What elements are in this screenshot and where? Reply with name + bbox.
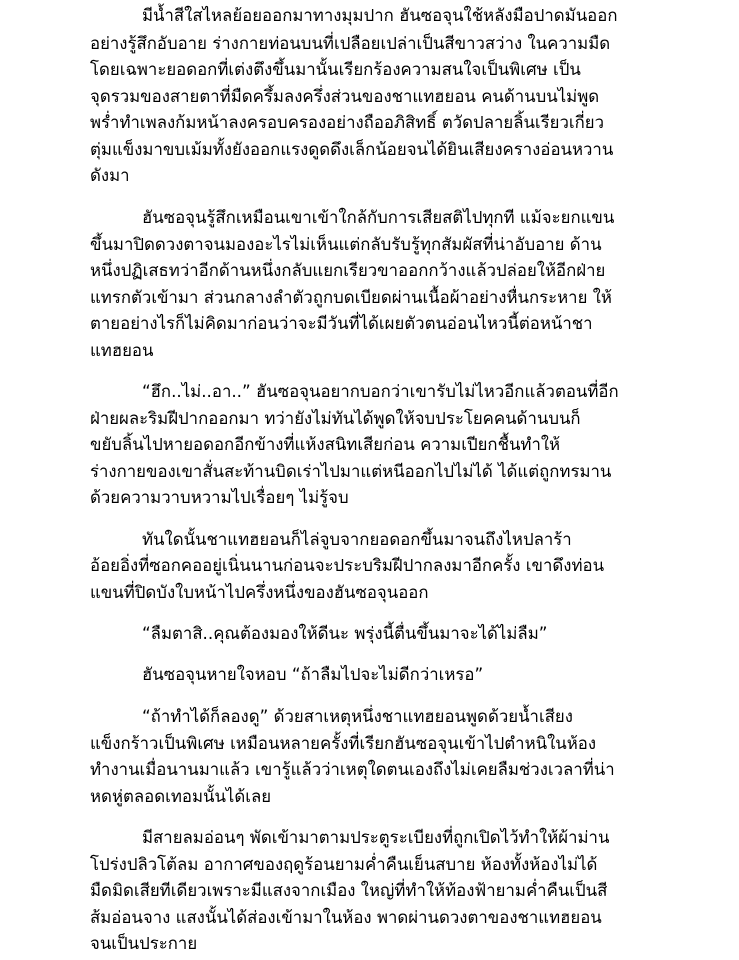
paragraph-2-line-3: หนึ่งปฏิเสธทว่าอีกด้านหนึ่งกลับแยกเรียวขาออกกว้างแล้วปล่อยให้อีกฝ่าย	[90, 259, 606, 280]
paragraph-8-line-5: จนเป็นประกาย	[90, 933, 198, 953]
paragraph-3-line-4: ร่างกายของเขาสั่นสะท้านบิดเร่าไปมาแต่หนีออกไปไม่ได้ ได้แต่ถูกทรมาน	[90, 460, 612, 481]
paragraph-3-line-3: ขยับลิ้นไปหายอดอกอีกข้างที่แห้งสนิทเสียก่อน ความเปียกชื้นทำให้	[90, 433, 561, 454]
paragraph-2-line-5: ตายอย่างไรก็ไม่คิดมาก่อนว่าจะมีวันที่ได้เผยตัวตนอ่อนไหวนี้ต่อหน้าชา	[90, 312, 593, 333]
paragraph-3-line-5: ด้วยความวาบหวามไปเรื่อยๆ ไม่รู้จบ	[90, 486, 349, 507]
paragraph-2-line-2: ขึ้นมาปิดดวงตาจนมองอะไรไม่เห็นแต่กลับรับรู้ทุกสัมผัสที่น่าอับอาย ด้าน	[90, 233, 602, 254]
paragraph-4-line-2: อ้อยอิ่งที่ซอกคออยู่เนิ่นนานก่อนจะประบริมฝีปากลงมาอีกครั้ง เขาดึงท่อน	[90, 555, 605, 576]
paragraph-1-line-6: ตุ่มแข็งมาขบเม้มทั้งยังออกแรงดูดดึงเล็กน้อยจนได้ยินเสียงครางอ่อนหวาน	[90, 138, 614, 159]
paragraph-1-line-4: จุดรวมของสายตาที่มืดครึ้มลงครึ่งส่วนของชาแทฮยอน คนด้านบนไม่พูด	[90, 85, 600, 106]
paragraph-2-line-1: ฮันซอจุนรู้สึกเหมือนเขาเข้าใกล้กับการเสียสติไปทุกที แม้จะยกแขน	[142, 206, 615, 227]
paragraph-8-line-4: ส้มอ่อนจาง แสงนั้นได้ส่องเข้ามาในห้อง พาดผ่านดวงตาของชาแทฮยอน	[90, 906, 602, 927]
paragraph-7-line-3: ทำงานเมื่อนานมาแล้ว เขารู้แล้วว่าเหตุใดตนเองถึงไม่เคยลืมช่วงเวลาที่น่า	[90, 759, 615, 780]
paragraph-1-line-1: มีน้ำสีใสไหลย้อยออกมาทางมุมปาก ฮันซอจุนใช้หลังมือปาดมันออก	[142, 5, 618, 25]
paragraph-1-line-3: โดยเฉพาะยอดอกที่เต่งตึงขึ้นมานั้นเรียกร้องความสนใจเป็นพิเศษ เป็น	[90, 58, 581, 79]
paragraph-6-line-1: ฮันซอจุนหายใจหอบ “ถ้าลืมไปจะไม่ดีกว่าเหรอ”	[142, 664, 484, 685]
paragraph-4-line-3: แขนที่ปิดบังใบหน้าไปครึ่งหนึ่งของฮันซอจุนออก	[90, 581, 429, 602]
paragraph-3-line-1: “ฮึก..ไม่..อา..” ฮันซอจุนอยากบอกว่าเขารับไม่ไหวอีกแล้วตอนที่อีก	[142, 380, 619, 401]
paragraph-1-line-2: อย่างรู้สึกอับอาย ร่างกายท่อนบนที่เปลือยเปล่าเป็นสีขาวสว่าง ในความมืด	[90, 32, 611, 53]
paragraph-8-line-3: มืดมิดเสียทีเดียวเพราะมีแสงจากเมือง ใหญ่ที่ทำให้ท้องฟ้ายามค่ำคืนเป็นสี	[90, 879, 608, 900]
paragraph-1-line-5: พร่ำทำเพลงก้มหน้าลงครอบครองอย่างถืออภิสิทธิ์ ตวัดปลายลิ้นเรียวเกี่ยว	[90, 111, 605, 132]
paragraph-3-line-2: ฝ่ายผละริมฝีปากออกมา ทว่ายังไม่ทันได้พูดให้จบประโยคคนด้านบนก็	[90, 407, 581, 428]
paragraph-4-line-1: ทันใดนั้นชาแทฮยอนก็ไล่จูบจากยอดอกขึ้นมาจนถึงไหปลาร้า	[142, 528, 572, 549]
paragraph-7-line-1: “ถ้าทำได้ก็ลองดู” ด้วยสาเหตุหนึ่งชาแทฮยอนพูดด้วยน้ำเสียง	[142, 706, 573, 727]
paragraph-8-line-1: มีสายลมอ่อนๆ พัดเข้ามาตามประตูระเบียงที่ถูกเปิดไว้ทำให้ผ้าม่าน	[142, 826, 610, 847]
paragraph-8-line-2: โปร่งปลิวโต้ลม อากาศของฤดูร้อนยามค่ำคืนเย็นสบาย ห้องทั้งห้องไม่ได้	[90, 853, 598, 874]
paragraph-2-line-6: แทฮยอน	[90, 339, 154, 360]
paragraph-7-line-2: แข็งกร้าวเป็นพิเศษ เหมือนหลายครั้งที่เรียกฮันซอจุนเข้าไปตำหนิในห้อง	[90, 733, 597, 754]
paragraph-2-line-4: แทรกตัวเข้ามา ส่วนกลางลำตัวถูกบดเบียดผ่านเนื้อผ้าอย่างหื่นกระหาย ให้	[90, 286, 612, 307]
paragraph-5-line-1: “ลืมตาสิ..คุณต้องมองให้ดีนะ พรุ่งนี้ตื่นขึ้นมาจะได้ไม่ลืม”	[142, 623, 548, 644]
paragraph-7-line-4: หดหู่ตลอดเทอมนั้นได้เลย	[90, 786, 272, 807]
paragraph-1-line-7: ดังมา	[90, 164, 130, 185]
